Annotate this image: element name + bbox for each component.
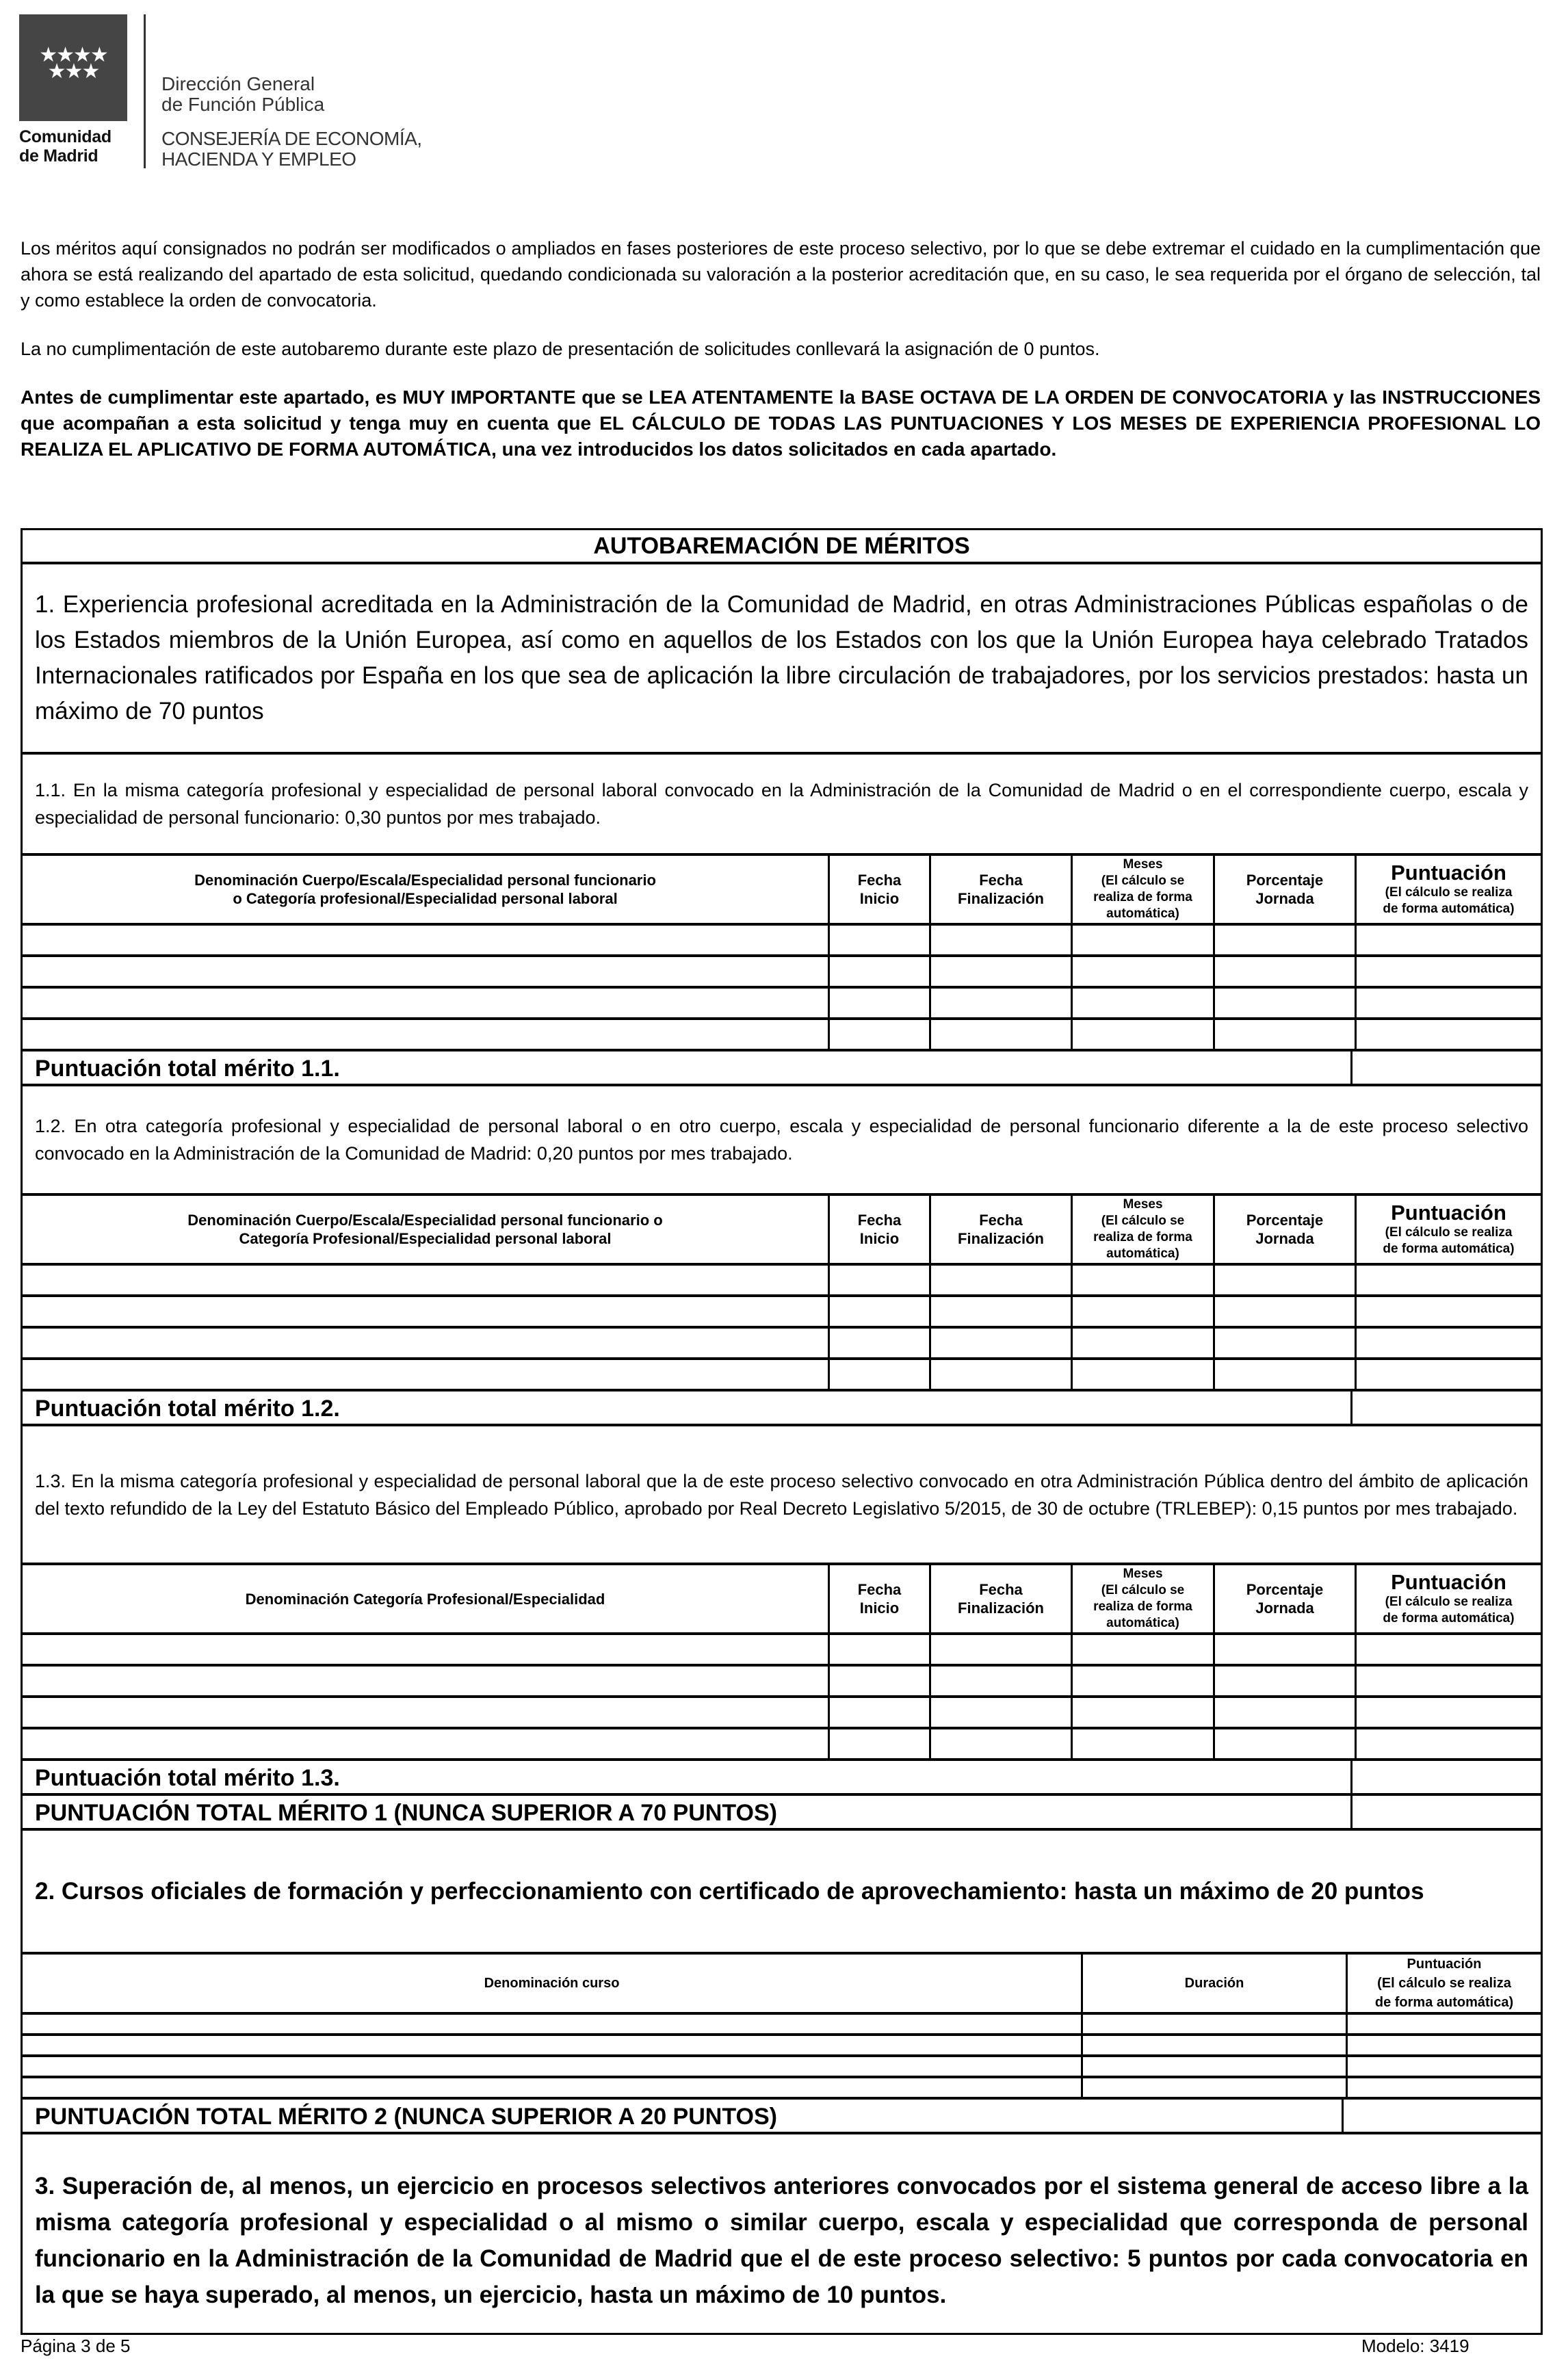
table-1-2-row — [23, 1297, 1541, 1329]
output-puntuacion — [1357, 1667, 1541, 1695]
total-merito-1-value — [1353, 1796, 1541, 1828]
input-denominacion[interactable] — [23, 1360, 830, 1389]
col-label: Jornada — [1255, 890, 1314, 907]
total-merito-1-2-row — [23, 1391, 1541, 1426]
col-label: (El cálculo se — [1101, 1214, 1185, 1228]
col-label: Finalización — [958, 1230, 1044, 1247]
input-denominacion-curso[interactable] — [23, 2015, 1083, 2033]
table-1-3-row — [23, 1667, 1541, 1698]
input-fecha-inicio[interactable] — [830, 957, 931, 986]
input-denominacion[interactable] — [23, 1020, 830, 1049]
col-label: Fecha — [979, 1581, 1023, 1598]
col-label: (El cálculo se realiza — [1385, 885, 1513, 900]
input-denominacion[interactable] — [23, 989, 830, 1017]
col-label: Fecha — [979, 872, 1023, 889]
input-fecha-finalizacion[interactable] — [931, 1266, 1073, 1294]
table-1-1-header — [23, 856, 1541, 926]
table-1-1-row — [23, 989, 1541, 1020]
input-fecha-inicio[interactable] — [830, 1729, 931, 1758]
section-1-3-text: 1.3. En la misma categoría profesional y especialidad de personal laboral que la de este proceso selectivo convocado en otra Administración Pública dentro del ámbito de aplicación del texto refundido de la Ley del Estatuto Básico del Empleado Público, aprobado por Real Decreto Legislativo 5/2015, de 30 de octubre (TRLEBEP): 0,15 puntos por mes trabajado. — [35, 1470, 1528, 1519]
col-fecha-finalizacion — [931, 1196, 1073, 1263]
col-label: Denominación Categoría Profesional/Especialidad — [245, 1590, 605, 1608]
col-meses — [1073, 1196, 1215, 1263]
input-duracion[interactable] — [1083, 2036, 1348, 2054]
input-denominacion-curso[interactable] — [23, 2057, 1083, 2076]
col-fecha-finalizacion — [931, 856, 1073, 923]
col-label: Fecha — [979, 1212, 1023, 1229]
input-denominacion[interactable] — [23, 957, 830, 986]
input-porcentaje-jornada[interactable] — [1215, 1360, 1357, 1389]
section-3-heading — [23, 2134, 1541, 2333]
table-1-2-row — [23, 1266, 1541, 1297]
section-1-text: 1. Experiencia profesional acreditada en la Administración de la Comunidad de Madrid, en otras Administraciones Públicas españolas o de los Estados miembros de la Unión Europea, así como en aquellos de los Estados con los que la Unión Europea haya celebrado Tratados Internacionales ratificados por España en los que sea de aplicación la libre circulación de trabajadores, por los servicios prestados: hasta un máximo de 70 puntos — [35, 591, 1528, 724]
input-fecha-inicio[interactable] — [830, 1297, 931, 1326]
col-label: realiza de forma — [1093, 890, 1192, 904]
col-label: (El cálculo se realiza — [1385, 1225, 1513, 1240]
section-3-text: 3. Superación de, al menos, un ejercicio en procesos selectivos anteriores convocados por el sistema general de acceso libre a la misma categoría profesional y especialidad o al mismo o similar cuerpo, escala y especialidad que corresponda de personal funcionario en la Administración de la Comunidad de Madrid que el de este proceso selectivo: 5 puntos por cada convocatoria en la que se haya superado, al menos, un ejercicio, hasta un máximo de 10 puntos. — [35, 2173, 1528, 2308]
col-porcentaje-jornada — [1215, 856, 1357, 923]
table-1-3-row — [23, 1635, 1541, 1667]
department-line-2: de Función Pública — [161, 94, 325, 115]
input-fecha-inicio[interactable] — [830, 1360, 931, 1389]
logo-name-line-1: Comunidad — [19, 127, 112, 146]
output-meses — [1073, 1635, 1215, 1664]
input-denominacion[interactable] — [23, 1667, 830, 1695]
col-label: de forma automática) — [1383, 902, 1515, 916]
department-name — [161, 74, 324, 115]
total-merito-2-row — [23, 2100, 1541, 2134]
input-porcentaje-jornada[interactable] — [1215, 1020, 1357, 1049]
col-label: realiza de forma — [1093, 1599, 1192, 1614]
section-1-3-heading — [23, 1426, 1541, 1565]
total-merito-1-label: PUNTUACIÓN TOTAL MÉRITO 1 (NUNCA SUPERIOR A 70 PUNTOS) — [23, 1796, 1353, 1828]
output-puntuacion — [1357, 957, 1541, 986]
input-fecha-finalizacion[interactable] — [931, 1329, 1073, 1357]
output-puntuacion — [1357, 1020, 1541, 1049]
input-denominacion-curso[interactable] — [23, 2078, 1083, 2097]
table-1-3-row — [23, 1729, 1541, 1761]
col-fecha-finalizacion — [931, 1565, 1073, 1632]
input-porcentaje-jornada[interactable] — [1215, 1667, 1357, 1695]
input-denominacion[interactable] — [23, 1698, 830, 1727]
col-label: automática) — [1106, 1246, 1179, 1261]
output-meses — [1073, 926, 1215, 954]
input-fecha-finalizacion[interactable] — [931, 1698, 1073, 1727]
output-meses — [1073, 989, 1215, 1017]
section-1-1-text: 1.1. En la misma categoría profesional y especialidad de personal laboral convocado en la Administración de la Comunidad de Madrid o en el correspondiente cuerpo, escala y especialidad de personal funcionario: 0,30 puntos por mes trabajado. — [35, 780, 1528, 828]
department-line-1: Dirección General — [161, 73, 315, 94]
col-fecha-inicio — [830, 1565, 931, 1632]
output-meses — [1073, 1020, 1215, 1049]
table-1-2-row — [23, 1329, 1541, 1360]
output-meses — [1073, 1729, 1215, 1758]
col-denominacion-curso: Denominación curso — [23, 1955, 1083, 2012]
section-2-heading — [23, 1831, 1541, 1955]
input-fecha-finalizacion[interactable] — [931, 1635, 1073, 1664]
output-puntuacion — [1348, 2036, 1541, 2054]
total-merito-1-1-label: Puntuación total mérito 1.1. — [23, 1051, 1353, 1084]
table-2-row — [23, 2057, 1541, 2078]
total-merito-1-3-label: Puntuación total mérito 1.3. — [23, 1761, 1353, 1793]
total-merito-1-row — [23, 1796, 1541, 1831]
col-porcentaje-jornada — [1215, 1196, 1357, 1263]
input-denominacion-curso[interactable] — [23, 2036, 1083, 2054]
col-label: (El cálculo se realiza — [1385, 1595, 1513, 1609]
section-1-heading — [23, 564, 1541, 755]
output-puntuacion — [1357, 1297, 1541, 1326]
input-denominacion[interactable] — [23, 1635, 830, 1664]
output-meses — [1073, 1329, 1215, 1357]
col-label: Fecha — [857, 1581, 902, 1598]
col-label: Finalización — [958, 1599, 1044, 1617]
col-label: Meses — [1123, 1197, 1163, 1212]
logo-name — [19, 127, 130, 166]
col-label: Inicio — [859, 890, 900, 907]
autobaremacion-form — [21, 528, 1543, 2335]
form-title: AUTOBAREMACIÓN DE MÉRITOS — [23, 530, 1541, 564]
table-2-row — [23, 2015, 1541, 2036]
input-duracion[interactable] — [1083, 2015, 1348, 2033]
col-label: (El cálculo se — [1101, 874, 1185, 888]
col-label: de forma automática) — [1383, 1611, 1515, 1625]
col-label: Fecha — [857, 872, 902, 889]
logo-name-line-2: de Madrid — [19, 146, 99, 166]
logo-divider — [144, 14, 146, 168]
total-merito-1-2-label: Puntuación total mérito 1.2. — [23, 1391, 1353, 1424]
output-puntuacion — [1348, 2057, 1541, 2076]
intro-paragraph-warning: Los méritos aquí consignados no podrán ser modificados o ampliados en fases posteriores de este proceso selectivo, por lo que se debe extremar el cuidado en la cumplimentación que ahora se está realizando del apartado de esta solicitud, quedando condicionada su valoración a la posterior acreditación que, en su caso, le sea requerida por el órgano de selección, tal y como establece la orden de convocatoria. — [21, 238, 1541, 311]
input-fecha-inicio[interactable] — [830, 989, 931, 1017]
col-puntuacion — [1357, 856, 1541, 923]
col-label: Porcentaje — [1246, 1581, 1324, 1598]
col-label: Denominación Cuerpo/Escala/Especialidad personal funcionario — [194, 872, 656, 889]
input-fecha-finalizacion[interactable] — [931, 1729, 1073, 1758]
col-meses — [1073, 1565, 1215, 1632]
input-fecha-finalizacion[interactable] — [931, 926, 1073, 954]
section-1-1-heading — [23, 755, 1541, 856]
input-fecha-inicio[interactable] — [830, 1266, 931, 1294]
col-label: Porcentaje — [1246, 872, 1324, 889]
input-fecha-finalizacion[interactable] — [931, 1020, 1073, 1049]
col-label: automática) — [1106, 906, 1179, 921]
col-label: Puntuación — [1391, 1570, 1506, 1594]
stars-row-2: ★★★ — [47, 60, 99, 83]
table-2-row — [23, 2078, 1541, 2100]
input-porcentaje-jornada[interactable] — [1215, 1729, 1357, 1758]
model-number: Modelo: 3419 — [1361, 2336, 1469, 2356]
consejeria-line-1: CONSEJERÍA DE ECONOMÍA, — [161, 128, 422, 149]
output-puntuacion — [1357, 1329, 1541, 1357]
col-label: Categoría Profesional/Especialidad personal laboral — [239, 1230, 612, 1247]
intro-notes — [21, 235, 1541, 485]
col-label: (El cálculo se — [1101, 1583, 1185, 1597]
table-1-3-row — [23, 1698, 1541, 1729]
input-denominacion[interactable] — [23, 1266, 830, 1294]
col-puntuacion — [1357, 1196, 1541, 1263]
input-fecha-inicio[interactable] — [830, 1329, 931, 1357]
total-merito-2-value — [1344, 2100, 1541, 2132]
table-2-row — [23, 2036, 1541, 2057]
input-denominacion[interactable] — [23, 1729, 830, 1758]
output-puntuacion — [1357, 1698, 1541, 1727]
input-fecha-finalizacion[interactable] — [931, 1360, 1073, 1389]
intro-paragraph-important: Antes de cumplimentar este apartado, es MUY IMPORTANTE que se LEA ATENTAMENTE la BASE OCTAVA DE LA ORDEN DE CONVOCATORIA y las INSTRUCCIONES que acompañan a esta solicitud y tenga muy en cuenta que EL CÁLCULO DE TODAS LAS PUNTUACIONES Y LOS MESES DE EXPERIENCIA PROFESIONAL LO REALIZA EL APLICATIVO DE FORMA AUTOMÁTICA, una vez introducidos los datos solicitados en cada apartado. — [21, 387, 1541, 460]
output-puntuacion — [1357, 989, 1541, 1017]
output-puntuacion — [1348, 2015, 1541, 2033]
total-merito-1-1-row — [23, 1051, 1541, 1086]
output-meses — [1073, 1360, 1215, 1389]
consejeria-name — [161, 129, 422, 170]
col-label: Porcentaje — [1246, 1212, 1324, 1229]
page-number: Página 3 de 5 — [21, 2336, 131, 2356]
total-merito-1-3-value — [1353, 1761, 1541, 1793]
output-puntuacion — [1357, 926, 1541, 954]
col-label: Puntuación — [1391, 1201, 1506, 1225]
col-denominacion — [23, 1196, 830, 1263]
col-label: Inicio — [859, 1599, 900, 1617]
input-denominacion[interactable] — [23, 1329, 830, 1357]
output-meses — [1073, 1667, 1215, 1695]
col-label: de forma automática) — [1383, 1242, 1515, 1256]
input-porcentaje-jornada[interactable] — [1215, 957, 1357, 986]
input-fecha-inicio[interactable] — [830, 926, 931, 954]
col-meses — [1073, 856, 1215, 923]
col-fecha-inicio — [830, 856, 931, 923]
output-puntuacion — [1348, 2078, 1541, 2097]
input-porcentaje-jornada[interactable] — [1215, 1329, 1357, 1357]
table-1-1-row — [23, 926, 1541, 957]
input-denominacion[interactable] — [23, 926, 830, 954]
col-label: Meses — [1123, 1567, 1163, 1581]
input-fecha-inicio[interactable] — [830, 1635, 931, 1664]
col-label: Puntuación — [1407, 1957, 1482, 1972]
output-meses — [1073, 1266, 1215, 1294]
input-porcentaje-jornada[interactable] — [1215, 926, 1357, 954]
input-fecha-finalizacion[interactable] — [931, 989, 1073, 1017]
col-label: Meses — [1123, 857, 1163, 872]
col-label: o Categoría profesional/Especialidad personal laboral — [233, 890, 618, 907]
col-label: Jornada — [1255, 1230, 1314, 1247]
input-duracion[interactable] — [1083, 2078, 1348, 2097]
col-puntuacion — [1357, 1565, 1541, 1632]
intro-paragraph-zero-points: La no cumplimentación de este autobaremo durante este plazo de presentación de solicitudes conllevará la asignación de 0 puntos. — [21, 339, 1100, 359]
stars-row-1: ★★★★ — [39, 44, 107, 66]
col-label: de forma automática) — [1374, 1995, 1514, 2010]
total-merito-2-label: PUNTUACIÓN TOTAL MÉRITO 2 (NUNCA SUPERIOR A 20 PUNTOS) — [23, 2100, 1344, 2132]
input-fecha-finalizacion[interactable] — [931, 1297, 1073, 1326]
col-label: Jornada — [1255, 1599, 1314, 1617]
col-label: Inicio — [859, 1230, 900, 1247]
input-fecha-finalizacion[interactable] — [931, 957, 1073, 986]
col-denominacion — [23, 856, 830, 923]
output-meses — [1073, 1698, 1215, 1727]
output-puntuacion — [1357, 1635, 1541, 1664]
table-2-header — [23, 1955, 1541, 2015]
input-fecha-inicio[interactable] — [830, 1698, 931, 1727]
col-denominacion — [23, 1565, 830, 1632]
section-1-2-text: 1.2. En otra categoría profesional y especialidad de personal laboral o en otro cuerpo, escala y especialidad de personal funcionario diferente a la de este proceso selectivo convocado en la Administración de la Comunidad de Madrid: 0,20 puntos por mes trabajado. — [35, 1116, 1528, 1164]
output-puntuacion — [1357, 1360, 1541, 1389]
col-label: Puntuación — [1391, 861, 1506, 885]
table-1-2-header — [23, 1196, 1541, 1266]
consejeria-line-2: HACIENDA Y EMPLEO — [161, 148, 356, 170]
output-puntuacion — [1357, 1729, 1541, 1758]
input-fecha-inicio[interactable] — [830, 1667, 931, 1695]
col-duracion: Duración — [1083, 1955, 1348, 2012]
table-1-1-row — [23, 957, 1541, 989]
col-puntuacion — [1348, 1955, 1541, 2012]
col-label: Denominación Cuerpo/Escala/Especialidad personal funcionario o — [187, 1212, 663, 1229]
comunidad-de-madrid-logo — [19, 14, 127, 121]
output-meses — [1073, 957, 1215, 986]
input-duracion[interactable] — [1083, 2057, 1348, 2076]
section-2-text: 2. Cursos oficiales de formación y perfeccionamiento con certificado de aprovechamiento: hasta un máximo de 20 puntos — [35, 1877, 1424, 1905]
col-label: Finalización — [958, 890, 1044, 907]
input-porcentaje-jornada[interactable] — [1215, 1297, 1357, 1326]
output-meses — [1073, 1297, 1215, 1326]
total-merito-1-3-row — [23, 1761, 1541, 1796]
total-merito-1-1-value — [1353, 1051, 1541, 1084]
total-merito-1-2-value — [1353, 1391, 1541, 1424]
input-fecha-finalizacion[interactable] — [931, 1667, 1073, 1695]
section-1-2-heading — [23, 1086, 1541, 1196]
input-porcentaje-jornada[interactable] — [1215, 1266, 1357, 1294]
table-1-2-row — [23, 1360, 1541, 1391]
col-label: Fecha — [857, 1212, 902, 1229]
col-porcentaje-jornada — [1215, 1565, 1357, 1632]
col-label: automática) — [1106, 1616, 1179, 1630]
input-denominacion[interactable] — [23, 1297, 830, 1326]
input-porcentaje-jornada[interactable] — [1215, 989, 1357, 1017]
input-porcentaje-jornada[interactable] — [1215, 1635, 1357, 1664]
col-label: (El cálculo se realiza — [1377, 1976, 1511, 1991]
table-1-3-header — [23, 1565, 1541, 1635]
output-puntuacion — [1357, 1266, 1541, 1294]
col-label: realiza de forma — [1093, 1230, 1192, 1244]
input-porcentaje-jornada[interactable] — [1215, 1698, 1357, 1727]
input-fecha-inicio[interactable] — [830, 1020, 931, 1049]
col-fecha-inicio — [830, 1196, 931, 1263]
table-1-1-row — [23, 1020, 1541, 1051]
stars-icon — [19, 44, 127, 83]
